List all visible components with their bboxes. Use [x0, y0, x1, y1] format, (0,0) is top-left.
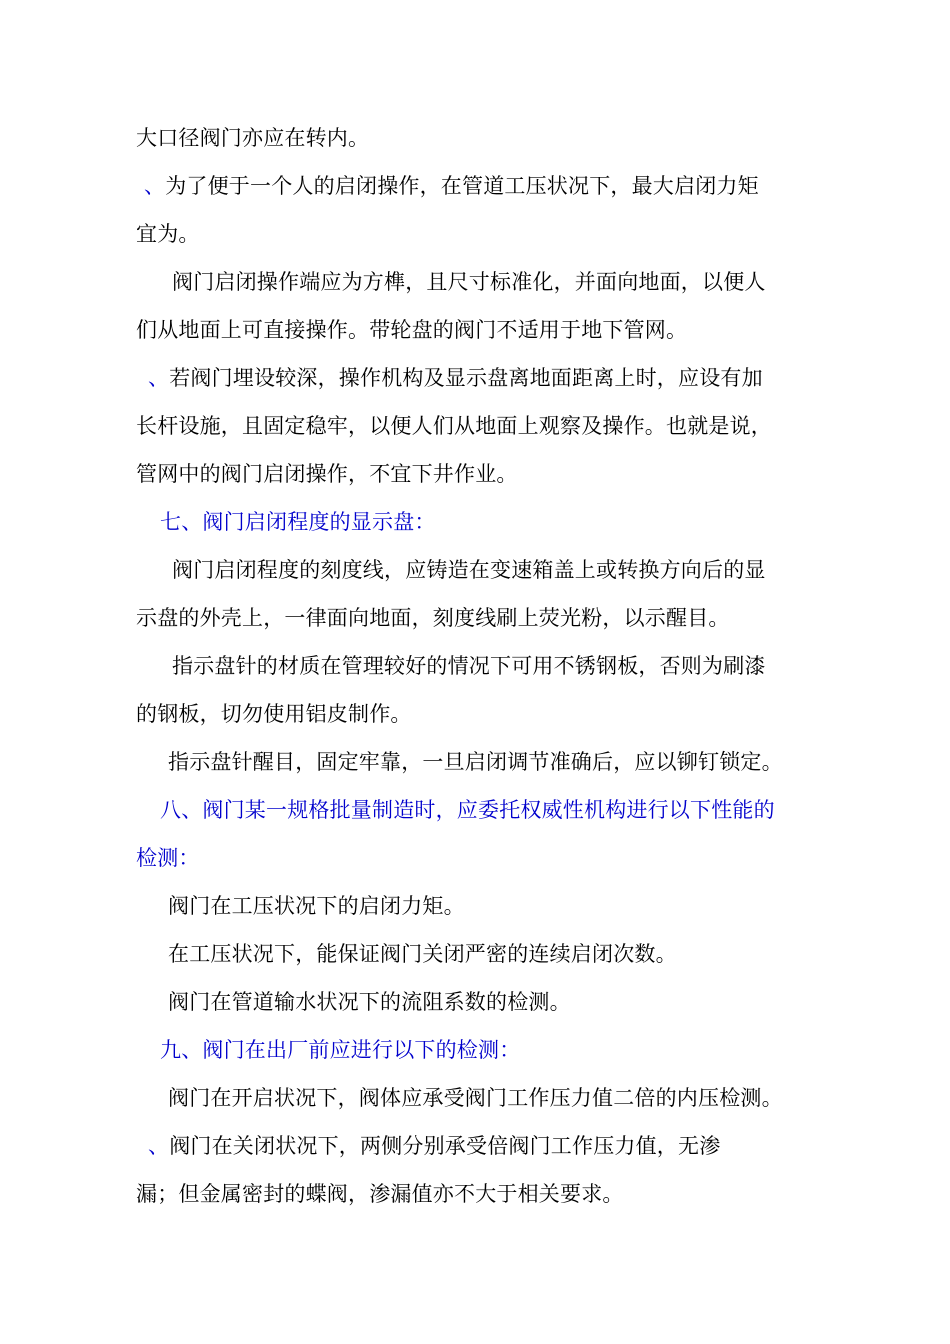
text-line: 阀门启闭程度的刻度线，应铸造在变速箱盖上或转换方向后的显 — [172, 558, 766, 582]
text-line: 在工压状况下，能保证阀门关闭严密的连续启闭次数。 — [168, 942, 677, 966]
text-line — [144, 172, 759, 200]
text-line: 指示盘针醒目，固定牢靠，一旦启闭调节准确后，应以铆钉锁定。 — [168, 750, 783, 774]
text-line: 阀门在管道输水状况下的流阻系数的检测。 — [168, 990, 571, 1014]
list-bullet: 、 — [148, 366, 170, 390]
text-line: 们从地面上可直接操作。带轮盘的阀门不适用于地下管网。 — [136, 318, 688, 342]
text-line: 大口径阀门亦应在转内。 — [136, 126, 370, 150]
text-line: 管网中的阀门启闭操作，不宜下井作业。 — [136, 462, 518, 486]
text-line: 指示盘针的材质在管理较好的情况下可用不锈钢板，否则为刷漆 — [172, 654, 766, 678]
text-span: 若阀门埋设较深，操作机构及显示盘离地面距离上时，应设有加 — [169, 366, 763, 390]
text-span: 为了便于一个人的启闭操作，在管道工压状况下，最大启闭力矩 — [165, 174, 759, 198]
section-heading: 九、阀门在出厂前应进行以下的检测： — [160, 1038, 521, 1062]
text-line: 漏；但金属密封的蝶阀，渗漏值亦不大于相关要求。 — [136, 1182, 624, 1206]
section-heading: 八、阀门某一规格批量制造时，应委托权威性机构进行以下性能的 — [160, 798, 775, 822]
text-line — [148, 1132, 720, 1160]
text-line: 阀门在开启状况下，阀体应承受阀门工作压力值二倍的内压检测。 — [168, 1086, 783, 1110]
text-line: 阀门在工压状况下的启闭力矩。 — [168, 894, 465, 918]
list-bullet: 、 — [144, 174, 166, 198]
text-line — [148, 364, 763, 392]
text-line: 的钢板，切勿使用铝皮制作。 — [136, 702, 412, 726]
text-line: 长杆设施，且固定稳牢，以便人们从地面上观察及操作。也就是说， — [136, 414, 772, 438]
section-heading-continued: 检测： — [136, 846, 200, 870]
text-span: 阀门在关闭状况下，两侧分别承受倍阀门工作压力值，无渗 — [169, 1134, 721, 1158]
list-bullet: 、 — [148, 1134, 170, 1158]
text-line: 示盘的外壳上，一律面向地面，刻度线刷上荧光粉，以示醒目。 — [136, 606, 730, 630]
section-heading: 七、阀门启闭程度的显示盘： — [160, 510, 436, 534]
text-line: 阀门启闭操作端应为方榫，且尺寸标准化，并面向地面，以便人 — [172, 270, 766, 294]
text-line: 宜为。 — [136, 222, 200, 246]
